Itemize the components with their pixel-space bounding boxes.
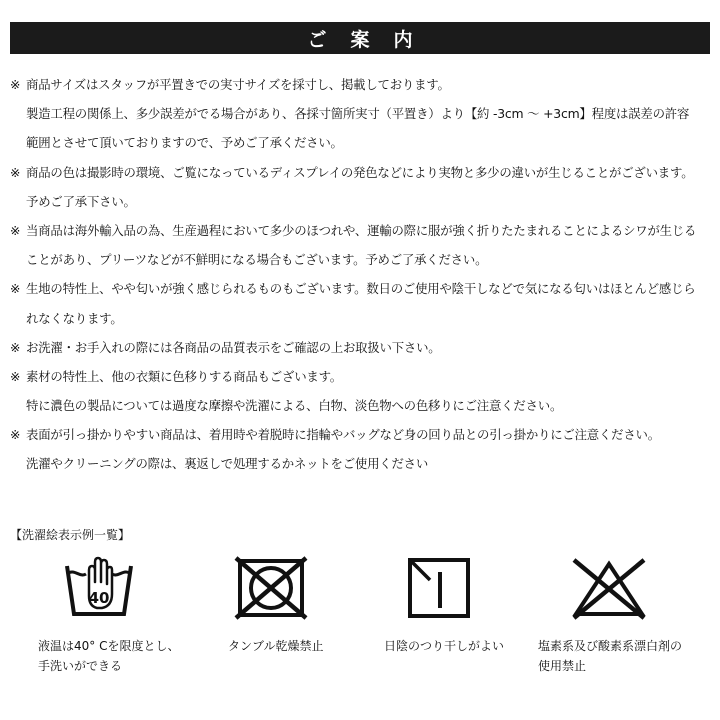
note-line [10, 158, 712, 187]
note-line [10, 70, 712, 99]
note-line [10, 420, 712, 449]
no-tumble-dry-icon [234, 556, 308, 620]
note-mark: ※ [10, 222, 21, 238]
note-text: お洗濯・お手入れの際には各商品の品質表示をご確認の上お取扱い下さい。 [26, 339, 441, 355]
note-line [10, 245, 712, 274]
note-line [10, 333, 712, 362]
note-text: 素材の特性上、他の衣類に色移りする商品もございます。 [26, 368, 342, 384]
note-text: ことがあり、プリーツなどが不鮮明になる場合もございます。予めご了承ください。 [26, 252, 488, 268]
note-line [10, 99, 712, 128]
care-section-title: 【洗濯絵表示例一覧】 [10, 528, 131, 542]
note-mark: ※ [10, 281, 21, 297]
care-caption [538, 636, 682, 676]
note-mark: ※ [10, 339, 21, 355]
note-mark: ※ [10, 164, 21, 180]
care-caption-line: 手洗いができる [38, 659, 123, 673]
note-text: 範囲とさせて頂いておりますので、予めご了承ください。 [26, 135, 343, 151]
note-line [10, 362, 712, 391]
header-banner [10, 22, 710, 54]
care-caption-line: 液温は40° Cを限度とし、 [38, 639, 180, 653]
note-text: 商品の色は撮影時の環境、ご覧になっているディスプレイの発色などにより実物と多少の違いが生じることがございます。 [26, 164, 694, 180]
note-text: 表面が引っ掛かりやすい商品は、着用時や着脱時に指輪やバッグなど身の回り品との引っ掛かりにご注意ください。 [26, 427, 660, 443]
care-caption-line: 塩素系及び酸素系漂白剤の [538, 639, 683, 653]
notes-list [10, 70, 712, 479]
note-text: れなくなります。 [26, 310, 123, 326]
svg-text:40: 40 [88, 589, 110, 607]
note-mark: ※ [10, 77, 21, 92]
page-title: ご案内 [307, 28, 437, 51]
note-line [10, 187, 712, 216]
note-text: 予めご了承下さい。 [26, 193, 136, 209]
note-text: 生地の特性上、やや匂いが強く感じられるものもございます。数日のご使用や陰干しなどで気になる匂いはほとんど感じら [26, 281, 696, 297]
care-caption [228, 636, 324, 656]
note-mark: ※ [10, 368, 21, 384]
care-caption-line: 使用禁止 [538, 659, 587, 673]
note-line [10, 449, 712, 478]
care-caption-line: 日陰のつり干しがよい [384, 639, 505, 653]
hand-wash-icon [64, 556, 134, 618]
no-bleach-icon [570, 556, 648, 620]
note-mark: ※ [10, 427, 21, 443]
note-line [10, 274, 712, 303]
care-caption-line: タンブル乾燥禁止 [228, 639, 324, 653]
care-caption [38, 636, 179, 676]
note-line [10, 216, 712, 245]
note-line [10, 128, 712, 157]
care-caption [384, 636, 504, 656]
note-line [10, 391, 712, 420]
note-text: 洗濯やクリーニングの際は、裏返しで処理するかネットをご使用ください [26, 456, 429, 472]
note-text: 当商品は海外輸入品の為、生産過程において多少のほつれや、運輸の際に服が強く折りたたまれることによるシワが生じる [26, 222, 697, 238]
note-text: 製造工程の関係上、多少誤差がでる場合があり、各採寸箇所実寸（平置き）より【約 -3cm ～ +3cm】程度は誤差の許容 [26, 106, 690, 122]
note-text: 商品サイズはスタッフが平置きでの実寸サイズを採寸し、掲載しております。 [26, 77, 450, 92]
note-text: 特に濃色の製品については過度な摩擦や洗濯による、白物、淡色物への色移りにご注意ください。 [26, 398, 563, 414]
line-dry-shade-icon [406, 556, 472, 620]
note-line [10, 304, 712, 333]
